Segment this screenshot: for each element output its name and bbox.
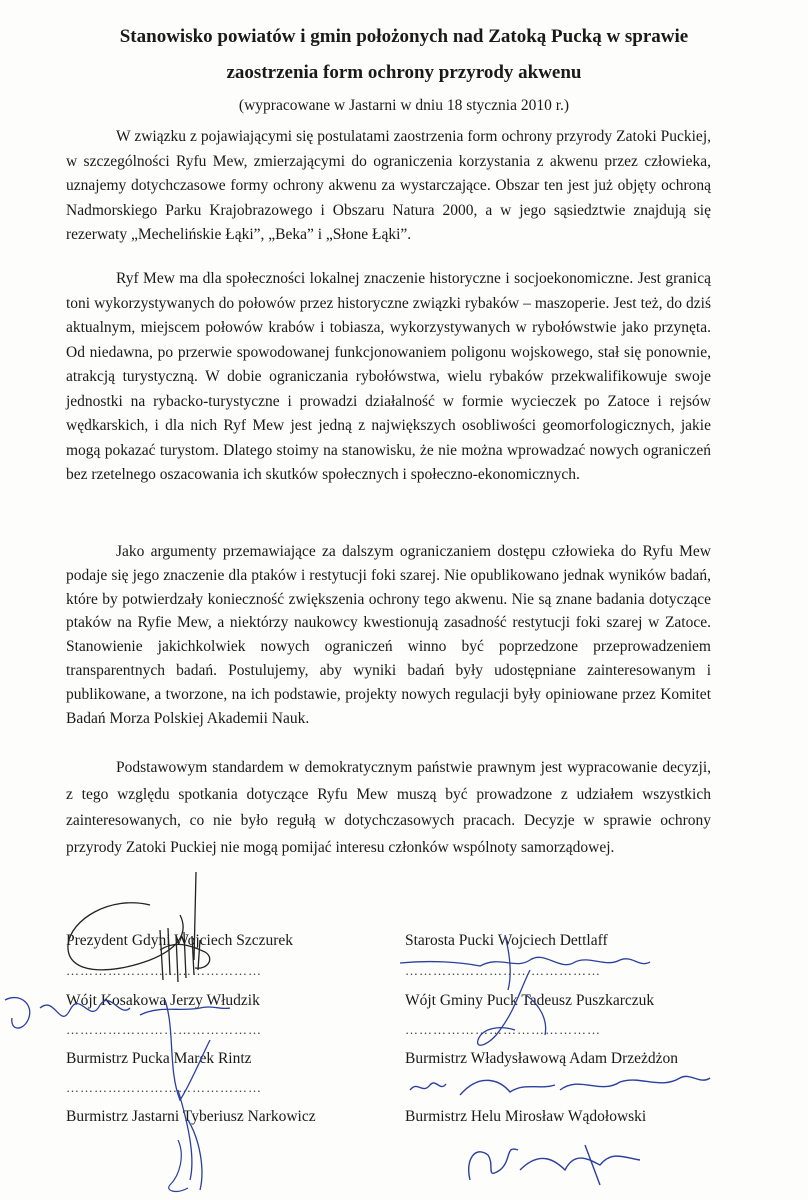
signatory-left-1: Prezydent Gdyni Wojciech Szczurek [66,932,294,949]
signatory-right-2: Wójt Gminy Puck Tadeusz Puszkarczuk [405,992,655,1009]
paragraph-2: Ryf Mew ma dla społeczności lokalnej znaczenie historyczne i socjoekonomiczne. Jest granicą toni wykorzystywanych do połowów przez historyczne związki rybaków – maszoperie. Jest też, do dziś aktualnym, miejscem połowów krabów i tobiasza, wykorzystywanych w rybołówstwie jako przynęta. Od niedawna, po przerwie spowodowanej funkcjonowaniem poligonu wojskowego, stał się ponownie, atrakcją turystyczną. W dobie ograniczania rybołówstwa, wielu rybaków przekwalifikowuje swoje jednostki na rybacko-turystyczne i prowadzi działalność w formie wycieczek po Zatoce i rejsów wędkarskich, i dla nich Ryf Mew jest jedną z największych osobliwości geomorfologicznych, jakie mogą pokazać turystom. Dlatego stoimy na stanowisku, że nie można wprowadzać nowych ograniczeń bez rzetelnego oszacowania ich skutków społecznych i społeczno-ekonomicznych. [66,270,711,483]
signature-line-right-2: …………………………………… [405,1022,601,1037]
signature-jastarnia [169,1140,188,1191]
signature-line-right-1: …………………………………… [405,963,601,978]
document-title-line-1: Stanowisko powiatów i gmin położonych nad Zatoką Pucką w sprawie [119,26,689,47]
signatory-left-2: Wójt Kosakowa Jerzy Włudzik [66,992,260,1009]
signatory-right-4: Burmistrz Helu Mirosław Wądołowski [405,1108,647,1125]
paragraph-1: W związku z pojawiającymi się postulatami zaostrzenia form ochrony przyrody Zatoki Puckiej, w szczególności Ryfu Mew, zmierzającymi do ograniczenia korzystania z akwenu przez człowieka, uznajemy dotychczasowe formy ochrony akwenu za wystarczające. Obszar ten jest już objęty ochroną Nadmorskiego Parku Krajobrazowego i Obszaru Natura 2000, a w jego sąsiedztwie znajdują się rezerwaty „Mechelińskie Łąki”, „Beka” i „Słone Łąki”. [66,128,711,243]
signature-line-left-2: …………………………………… [66,1022,262,1037]
paragraph-3: Jako argumenty przemawiające za dalszym ograniczaniem dostępu człowieka do Ryfu Mew podaje się jego znaczenie dla ptaków i restytucji foki szarej. Nie opublikowano jednak wyników badań, które by potwierdzały konieczność zwiększenia ochrony tego akwenu. Nie są znane badania dotyczące ptaków na Ryfie Mew, a niektórzy naukowcy kwestionują zasadność restytucji foki szarej w Zatoce. Stanowienie jakichkolwiek nowych ograniczeń winno być poprzedzone przeprowadzeniem transparentnych badań. Postulujemy, aby wyniki badań były udostępniane zainteresowanym i publikowane, a tworzone, na ich podstawie, projekty nowych regulacji były opiniowane przez Komitet Badań Morza Polskiej Akademii Nauk. [66,543,711,727]
document-subtitle: (wypracowane w Jastarni w dniu 18 stycznia 2010 r.) [238,97,570,114]
signature-line-left-3: …………………………………… [66,1080,262,1095]
signatory-right-3: Burmistrz Władysławową Adam Drzeżdżon [405,1050,679,1067]
signatory-left-4: Burmistrz Jastarni Tyberiusz Narkowicz [66,1108,316,1125]
signature-wladyslawowo [410,1076,710,1095]
document-title-line-2: zaostrzenia form ochrony przyrody akwenu [226,62,582,83]
paragraph-4: Podstawowym standardem w demokratycznym państwie prawnym jest wypracowanie decyzji, z tego względu spotkania dotyczące Ryfu Mew muszą być prowadzone z udziałem wszystkich zainteresowanych, co nie było regułą w dotychczasowych pracach. Decyzje w sprawie ochrony przyrody Zatoki Puckiej nie mogą pomijać interesu członków wspólnoty samorządowej. [66,759,711,856]
signatory-left-3: Burmistrz Pucka Marek Rintz [66,1050,252,1067]
signature-hel [469,1145,640,1185]
signature-line-left-1: …………………………………… [66,963,262,978]
signatory-right-1: Starosta Pucki Wojciech Dettlaff [405,932,608,949]
